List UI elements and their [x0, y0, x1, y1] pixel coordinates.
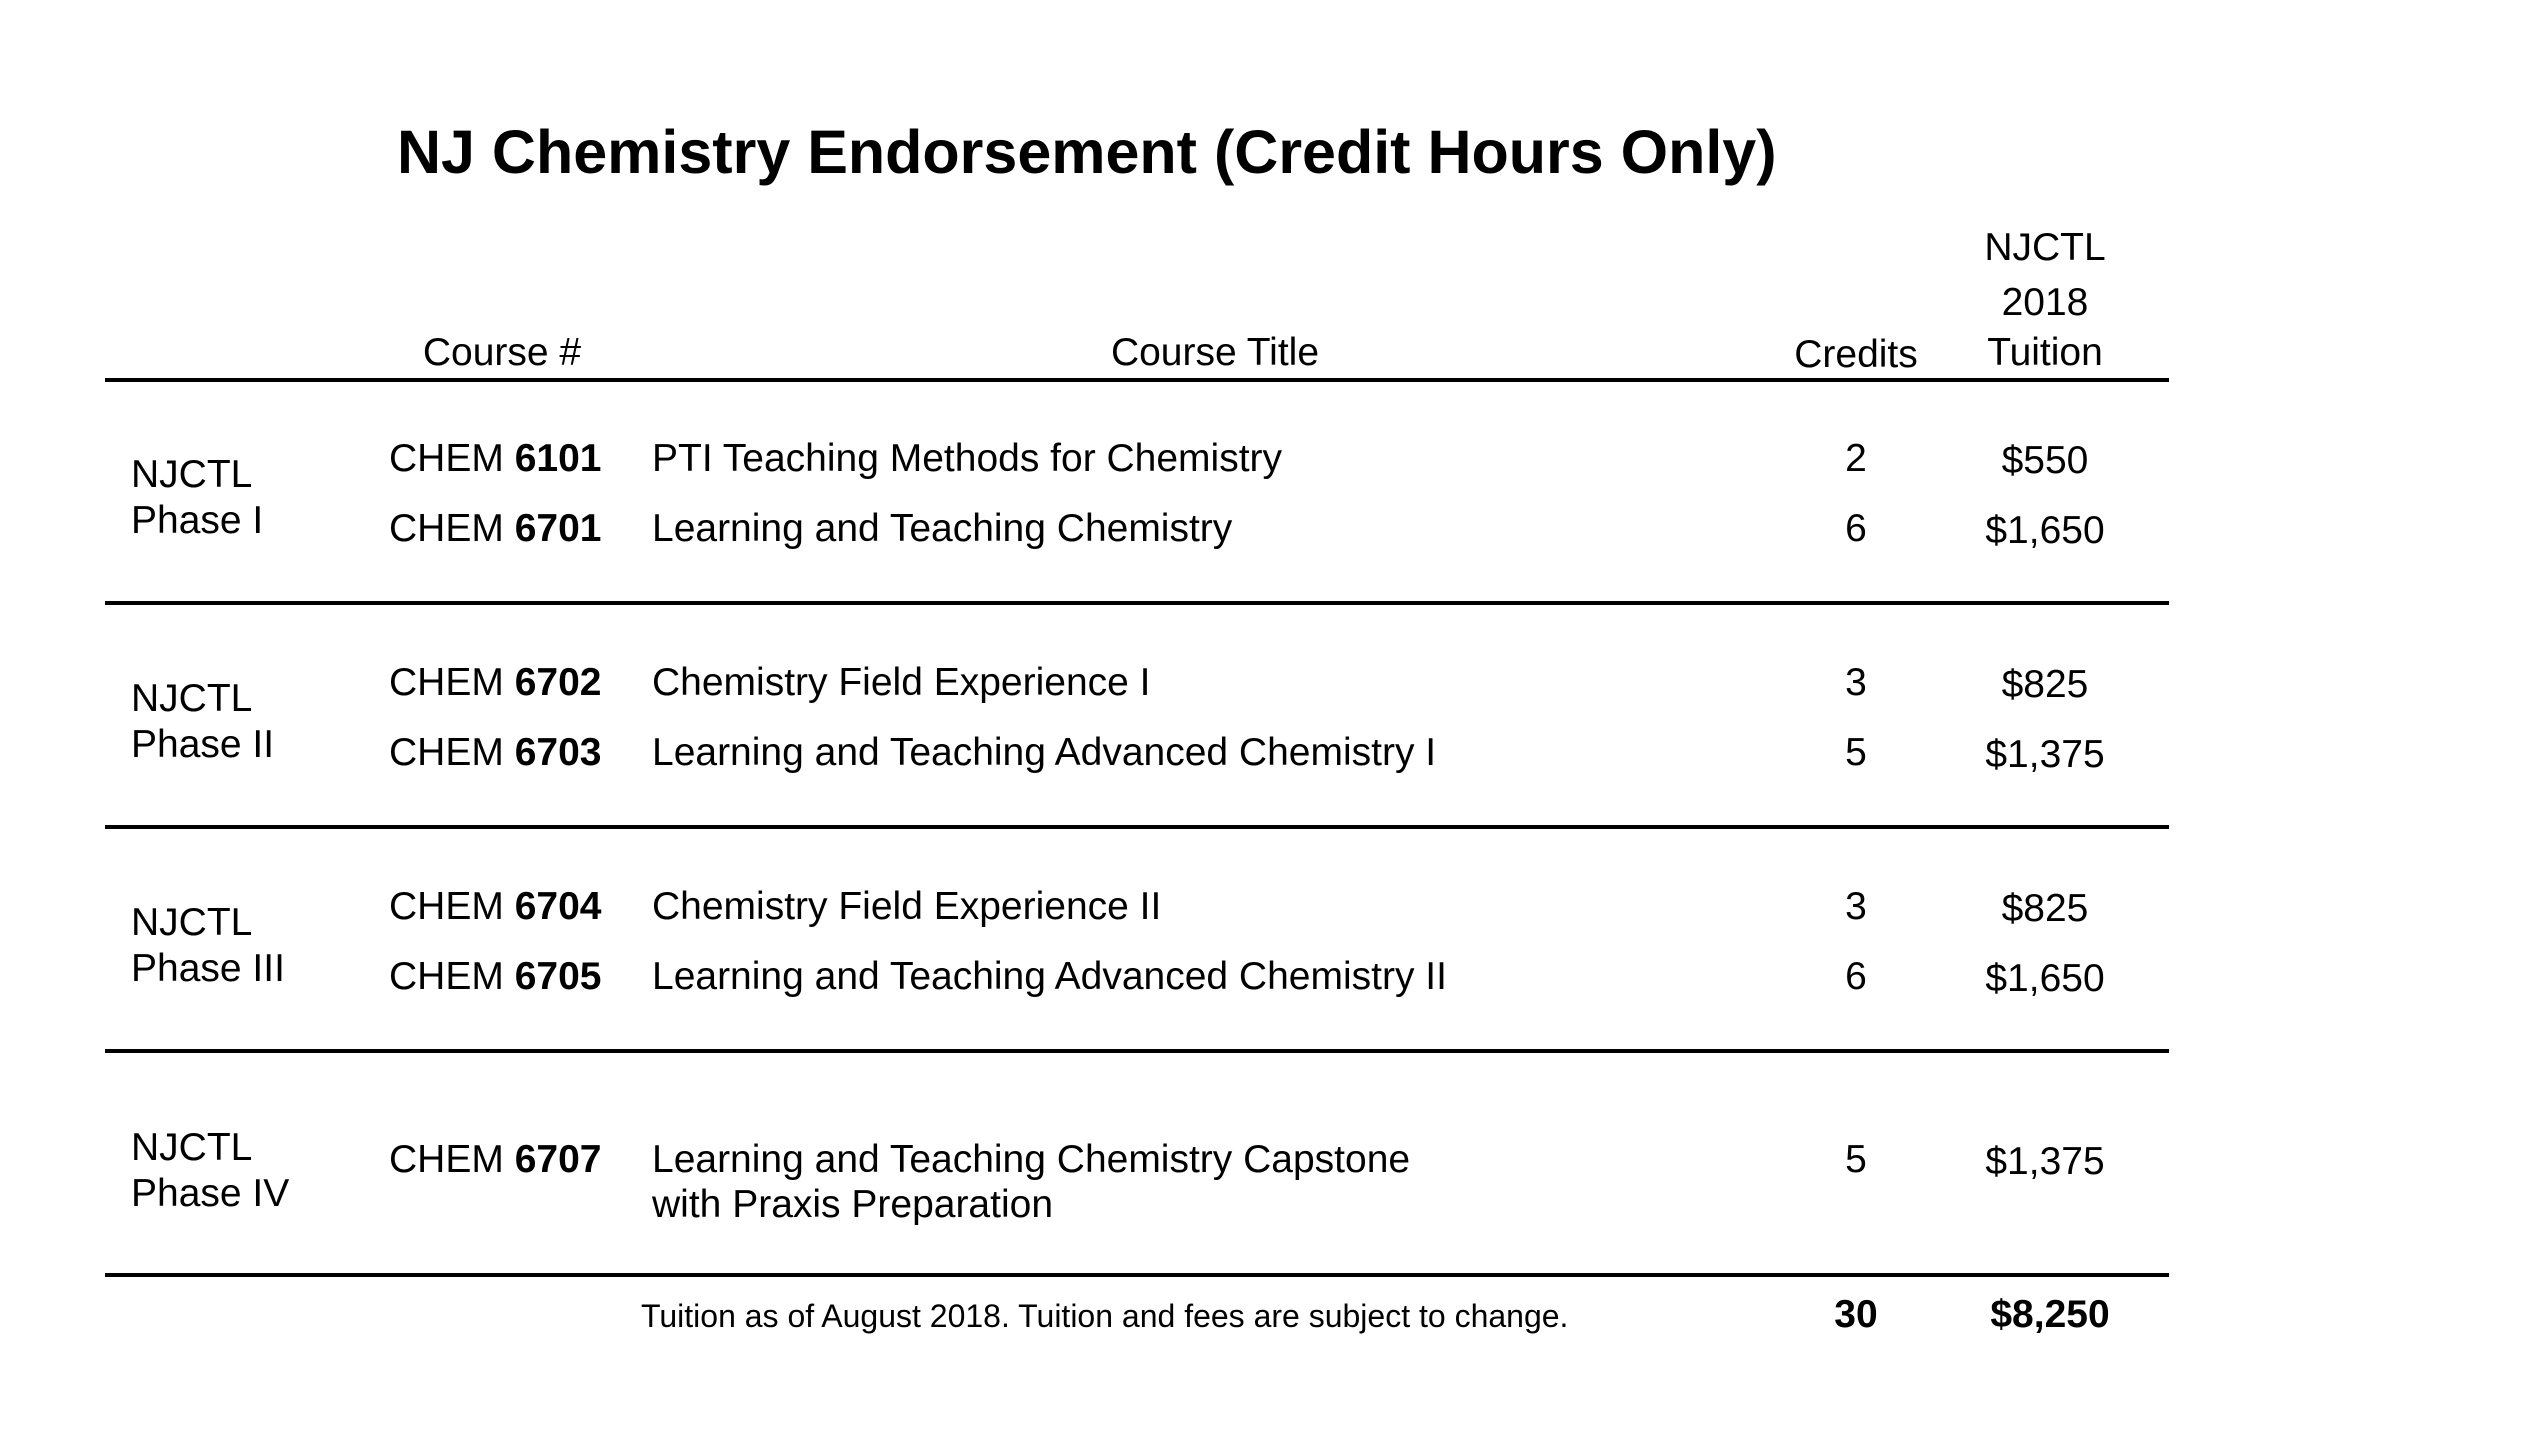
- phase-divider: [105, 825, 2169, 829]
- phase-label: Phase I: [131, 499, 264, 542]
- course-prefix: CHEM: [389, 731, 504, 774]
- course-code: 6704: [514, 885, 602, 928]
- course-number: [389, 663, 601, 702]
- course-credits: 5: [1845, 1138, 1867, 1181]
- course-code: 6101: [514, 437, 602, 480]
- course-code: 6702: [514, 661, 602, 704]
- course-title: Learning and Teaching Chemistry: [652, 507, 1233, 550]
- course-title: Learning and Teaching Chemistry Capstone: [652, 1138, 1411, 1181]
- course-credits: 6: [1845, 955, 1867, 998]
- header-tuition-line1: NJCTL: [1984, 226, 2106, 269]
- footer-note: Tuition as of August 2018. Tuition and fees are subject to change.: [641, 1298, 1569, 1334]
- course-credits: 6: [1845, 507, 1867, 550]
- course-prefix: CHEM: [389, 661, 504, 704]
- course-prefix: CHEM: [389, 1138, 504, 1181]
- course-tuition: $825: [2001, 663, 2089, 706]
- total-tuition: $8,250: [1990, 1293, 2110, 1336]
- course-tuition: $550: [2001, 439, 2089, 482]
- course-number: [389, 887, 601, 926]
- total-credits: 30: [1834, 1293, 1878, 1336]
- page-title: NJ Chemistry Endorsement (Credit Hours Only): [397, 118, 1777, 186]
- course-credits: 2: [1845, 437, 1867, 480]
- course-title: PTI Teaching Methods for Chemistry: [652, 437, 1283, 480]
- course-number: [389, 439, 601, 478]
- header-credits: Credits: [1794, 333, 1918, 376]
- course-prefix: CHEM: [389, 885, 504, 928]
- course-number: [389, 957, 601, 996]
- course-tuition: $1,650: [1985, 957, 2105, 1000]
- phase-label: Phase III: [131, 947, 285, 990]
- course-credits: 3: [1845, 885, 1867, 928]
- course-title: Learning and Teaching Advanced Chemistry I: [652, 731, 1437, 774]
- course-tuition: $1,375: [1985, 1140, 2105, 1183]
- course-code: 6703: [514, 731, 602, 774]
- phase-label: Phase IV: [131, 1172, 290, 1215]
- header-tuition-line3: Tuition: [1987, 331, 2103, 374]
- course-title: Chemistry Field Experience II: [652, 885, 1162, 928]
- course-code: 6707: [514, 1138, 602, 1181]
- course-tuition: $1,375: [1985, 733, 2105, 776]
- course-tuition: $825: [2001, 887, 2089, 930]
- course-prefix: CHEM: [389, 507, 504, 550]
- phase-org-label: NJCTL: [131, 1126, 253, 1169]
- course-number: [389, 509, 601, 548]
- header-course-number: Course #: [422, 331, 582, 374]
- phase-divider: [105, 1273, 2169, 1277]
- course-number: [389, 733, 601, 772]
- course-credits: 3: [1845, 661, 1867, 704]
- phase-org-label: NJCTL: [131, 453, 253, 496]
- phase-label: Phase II: [131, 723, 275, 766]
- course-title: Learning and Teaching Advanced Chemistry II: [652, 955, 1447, 998]
- header-course-title: Course Title: [1110, 331, 1320, 374]
- course-title-line2: with Praxis Preparation: [652, 1183, 1054, 1226]
- course-code: 6701: [514, 507, 602, 550]
- course-number: [389, 1140, 601, 1179]
- header-divider: [105, 378, 2169, 382]
- phase-org-label: NJCTL: [131, 677, 253, 720]
- phase-divider: [105, 601, 2169, 605]
- course-tuition: $1,650: [1985, 509, 2105, 552]
- header-tuition-line2: 2018: [2001, 281, 2089, 324]
- course-credits: 5: [1845, 731, 1867, 774]
- course-title: Chemistry Field Experience I: [652, 661, 1151, 704]
- course-code: 6705: [514, 955, 602, 998]
- course-prefix: CHEM: [389, 955, 504, 998]
- phase-org-label: NJCTL: [131, 901, 253, 944]
- phase-divider: [105, 1049, 2169, 1053]
- course-prefix: CHEM: [389, 437, 504, 480]
